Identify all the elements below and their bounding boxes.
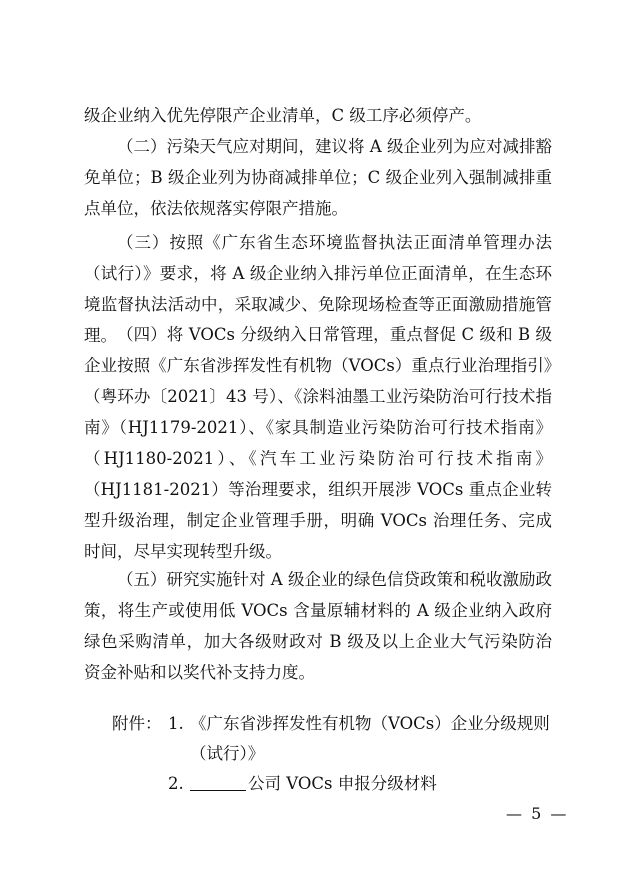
attachment-1-title-cont: （试行）》 [190, 744, 265, 763]
paragraph-4: （四）将 VOCs 分级纳入日常管理，重点督促 C 级和 B 级企业按照《广东省涉挥发性有机物（VOCs）重点行业治理指引》（粤环办〔2021〕43 号）、《涂料油墨工业污染防治可行技术指南》（HJ1179-2021）、《家具制造业污染防治可行技术指南》（HJ1180-2021）、《汽车工业污染防治可行技术指南》（HJ1181-2021）等治理要求，组织开展涉 VOCs 重点企业转型升级治理，制定企业管理手册，明确 VOCs 治理任务、完成时间，尽早实现转型升级。 [84, 325, 552, 561]
attachment-1-title: 《广东省涉挥发性有机物（VOCs）企业分级规则 [190, 714, 550, 733]
paragraph-continuation: 级企业纳入优先停限产企业清单，C 级工序必须停产。 [84, 106, 482, 125]
paragraph-3: （三）按照《广东省生态环境监督执法正面清单管理办法（试行）》要求，将 A 级企业纳入排污单位正面清单，在生态环境监督执法活动中，采取减少、免除现场检查等正面激励措施管理。 [84, 233, 552, 345]
attachment-2-number: 2. [168, 774, 184, 793]
attachments-label: 附件： [112, 714, 162, 733]
paragraph-2: （二）污染天气应对期间，建议将 A 级企业列为应对减排豁免单位；B 级企业列为协商减排单位；C 级企业列入强制减排重点单位，依法依规落实停限产措施。 [84, 137, 552, 218]
paragraph-5: （五）研究实施针对 A 级企业的绿色信贷政策和税收激励政策，将生产或使用低 VOCs 含量原辅材料的 A 级企业纳入政府绿色采购清单，加大各级财政对 B 级及以上企业大气污染防治资金补贴和以奖代补支持力度。 [84, 570, 552, 682]
fill-in-blank [190, 772, 246, 791]
page-number: — 5 — [506, 804, 569, 823]
attachment-1-number: 1. [168, 714, 184, 733]
attachment-2-line [190, 768, 437, 799]
attachment-2-title: 公司 VOCs 申报分级材料 [248, 774, 437, 793]
